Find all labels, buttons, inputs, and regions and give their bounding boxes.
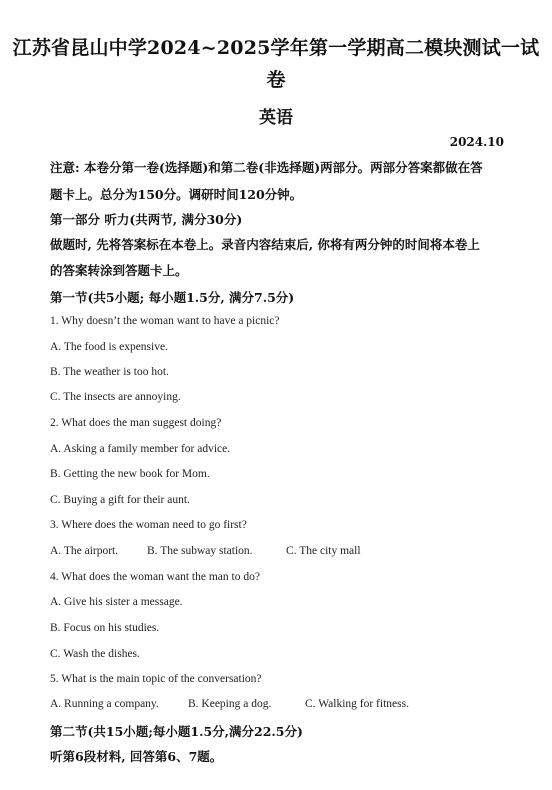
option-b: B. The subway station. (147, 545, 253, 557)
option-b: B. Keeping a dog. (188, 698, 272, 710)
question-stem: 1. Why doesn’t the woman want to have a picnic? (50, 315, 280, 327)
part1-instruction-line-1: 做题时, 先将答案标在本卷上。录音内容结束后, 你将有两分钟的时间将本卷上 (50, 237, 480, 252)
option-a: A. Give his sister a message. (50, 596, 183, 608)
option-a: A. Asking a family member for advice. (50, 443, 231, 455)
notice-line-1: 注意: 本卷分第一卷(选择题)和第二卷(非选择题)两部分。两部分答案都做在答 (50, 160, 483, 175)
part1-instruction-line-2: 的答案转涂到答题卡上。 (50, 263, 188, 278)
question-stem: 3. Where does the woman need to go first? (50, 519, 247, 531)
question-stem: 5. What is the main topic of the conversation? (50, 673, 262, 685)
option-c: C. Wash the dishes. (50, 648, 140, 660)
option-c: C. Walking for fitness. (305, 698, 409, 710)
notice-line-2: 题卡上。总分为150分。调研时间120分钟。 (50, 187, 303, 202)
exam-title-continued: 卷 (266, 69, 286, 91)
option-b: B. The weather is too hot. (50, 366, 169, 378)
exam-title: 江苏省昆山中学2024~2025学年第一学期高二模块测试一试 (12, 37, 540, 59)
option-a: A. Running a company. (50, 698, 159, 710)
section1-heading: 第一节(共5小题; 每小题1.5分, 满分7.5分) (50, 290, 295, 305)
option-c: C. The city mall (286, 545, 361, 557)
part1-heading: 第一部分 听力(共两节, 满分30分) (50, 212, 243, 227)
question-stem: 2. What does the man suggest doing? (50, 417, 222, 429)
option-b: B. Getting the new book for Mom. (50, 468, 210, 480)
option-b: B. Focus on his studies. (50, 622, 160, 634)
section2-instruction: 听第6段材料, 回答第6、7题。 (50, 749, 223, 764)
exam-date: 2024.10 (449, 135, 504, 149)
section2-heading: 第二节(共15小题;每小题1.5分,满分22.5分) (50, 724, 303, 739)
subject-heading: 英语 (259, 108, 293, 128)
option-c: C. Buying a gift for their aunt. (50, 494, 190, 506)
option-a: A. The food is expensive. (50, 341, 168, 353)
option-c: C. The insects are annoying. (50, 391, 181, 403)
option-a: A. The airport. (50, 545, 119, 557)
question-stem: 4. What does the woman want the man to do? (50, 571, 260, 583)
